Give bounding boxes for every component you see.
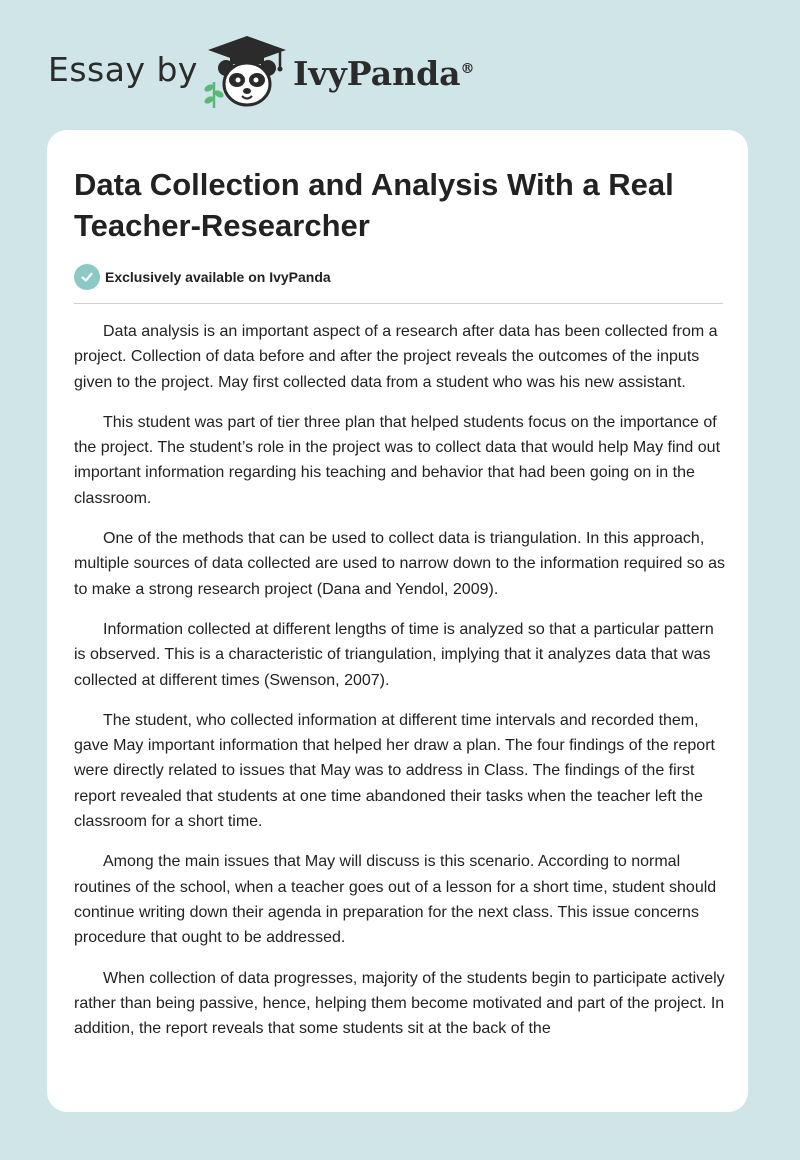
paragraph: When collection of data progresses, majority of the students begin to participate actively rather than being passive, hence, helping them become motivated and part of the project. In addition, the report reveals that some students sit at the back of the <box>74 969 725 1038</box>
brand-text: IvyPanda <box>293 54 461 93</box>
checkmark-icon <box>74 264 100 290</box>
essay-by-label: Essay by <box>48 50 198 89</box>
paragraph: One of the methods that can be used to collect data is triangulation. In this approach, multiple sources of data collected are used to narrow down to the information required so as to make a strong research project (Dana and Yendol, 2009). <box>74 530 726 598</box>
divider <box>74 303 723 304</box>
paragraph: Among the main issues that May will discuss is this scenario. According to normal routines of the school, when a teacher goes out of a lesson for a short time, student should continue writing down their agenda in preparation for the next class. This issue concerns procedure that ought to be addressed. <box>74 853 717 947</box>
ivypanda-logo-icon[interactable] <box>200 30 294 110</box>
essay-title: Data Collection and Analysis With a Real Teacher-Researcher <box>74 167 674 243</box>
paragraph: The student, who collected information at different time intervals and recorded them, gave May important information that helped her draw a plan. The four findings of the report were directly related to issues that May was to address in Class. The findings of the first report revealed that students at one time abandoned their tasks when the teacher left the classroom for a short time. <box>74 711 715 831</box>
paragraph: Information collected at different lengths of time is analyzed so that a particular pattern is observed. This is a characteristic of triangulation, implying that it analyzes data that was collected at different times (Swenson, 2007). <box>74 620 714 689</box>
exclusive-badge <box>74 264 331 290</box>
essay-body <box>74 319 729 1056</box>
site-header <box>0 0 800 130</box>
registered-mark: ® <box>460 61 475 77</box>
brand-name[interactable] <box>293 54 475 93</box>
paragraph: Data analysis is an important aspect of a research after data has been collected from a project. Collection of data before and after the project reveals the outcomes of the inputs given to the project. May first collected data from a student who was his new assistant. <box>74 323 718 391</box>
exclusive-label: Exclusively available on IvyPanda <box>105 269 331 285</box>
paragraph: This student was part of tier three plan that helped students focus on the importance of the project. The student’s role in the project was to collect data that would help May find out important information regarding his teaching and behavior that had been going on in the classroom. <box>74 413 721 507</box>
essay-card <box>47 130 748 1112</box>
